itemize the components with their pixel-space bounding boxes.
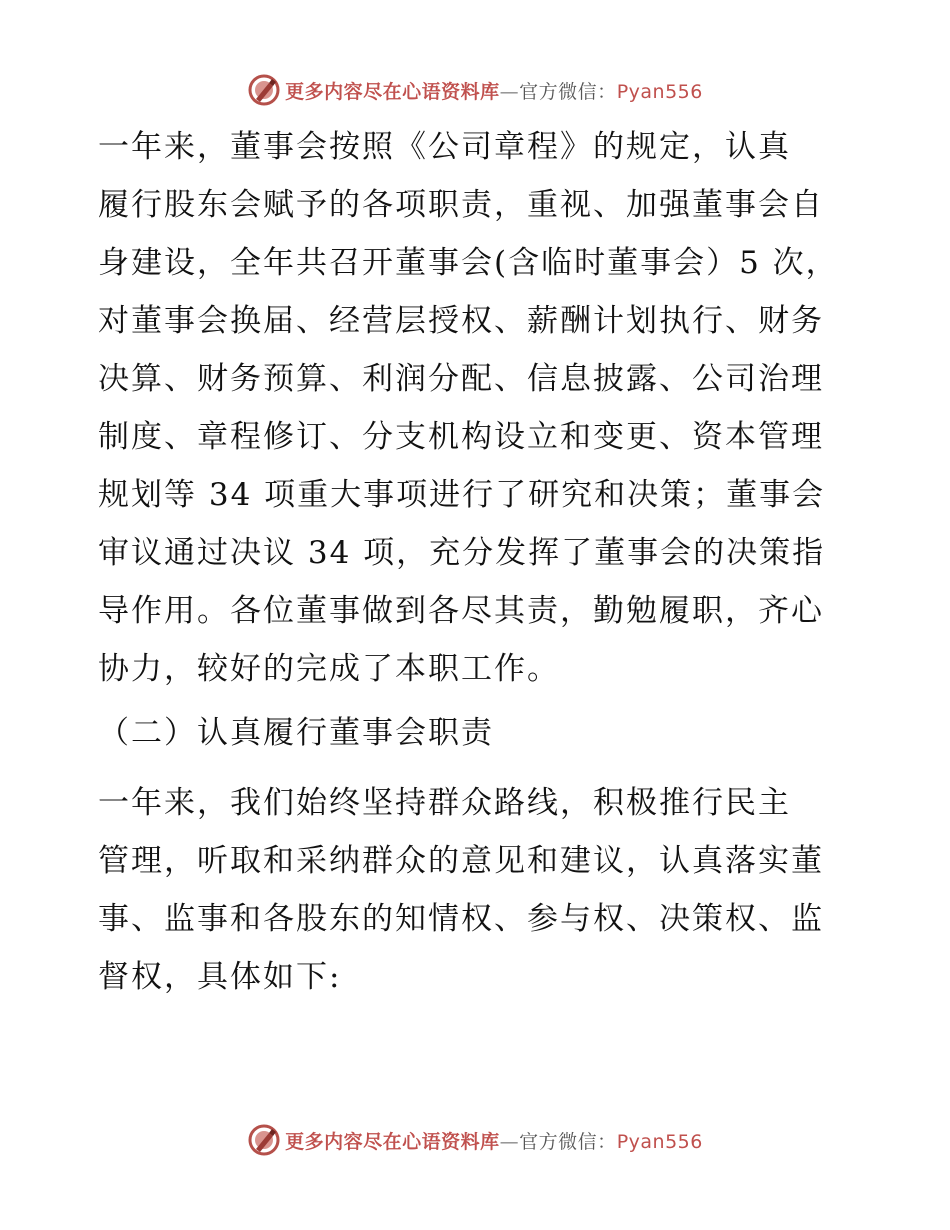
paragraph-democratic-management (98, 774, 858, 1006)
paragraph-line: 决算、财务预算、利润分配、信息披露、公司治理 (98, 361, 824, 397)
watermark-wechat-id: Pyan556 (616, 80, 703, 103)
watermark-official-label: 官方微信： (519, 1130, 617, 1153)
paragraph-line: 一年来，我们始终坚持群众路线，积极推行民主 (98, 785, 791, 821)
section-heading: （二）认真履行董事会职责 (98, 715, 494, 751)
watermark-text (285, 1127, 703, 1154)
paragraph-line: 管理，听取和采纳群众的意见和建议，认真落实董 (98, 843, 824, 879)
paragraph-line: 事、监事和各股东的知情权、参与权、决策权、监 (98, 901, 824, 937)
document-body (98, 118, 858, 1006)
watermark-official-label: 官方微信： (519, 80, 617, 103)
watermark-site-name: 更多内容尽在心语资料库 (285, 1130, 500, 1153)
watermark-dash: — (499, 1130, 520, 1153)
watermark-wechat-id: Pyan556 (616, 1130, 703, 1153)
paragraph-line: 履行股东会赋予的各项职责，重视、加强董事会自 (98, 187, 824, 223)
paragraph-line: 督权，具体如下: (98, 959, 342, 995)
header-watermark-banner (0, 70, 950, 110)
paragraph-line: 规划等 34 项重大事项进行了研究和决策；董事会 (98, 477, 826, 513)
paragraph-line: 审议通过决议 34 项，充分发挥了董事会的决策指 (98, 535, 826, 571)
pen-logo-icon (247, 73, 281, 107)
paragraph-line: 一年来，董事会按照《公司章程》的规定，认真 (98, 129, 791, 165)
paragraph-line: 协力，较好的完成了本职工作。 (98, 651, 560, 687)
paragraph-line: 身建设，全年共召开董事会(含临时董事会）5 次， (98, 245, 839, 281)
watermark-dash: — (499, 80, 520, 103)
paragraph-line: 对董事会换届、经营层授权、薪酬计划执行、财务 (98, 303, 824, 339)
paragraph-board-summary (98, 118, 858, 698)
paragraph-line: 制度、章程修订、分支机构设立和变更、资本管理 (98, 419, 824, 455)
paragraph-line: 导作用。各位董事做到各尽其责，勤勉履职，齐心 (98, 593, 824, 629)
watermark-site-name: 更多内容尽在心语资料库 (285, 80, 500, 103)
footer-watermark-banner (0, 1120, 950, 1160)
watermark-text (285, 77, 703, 104)
pen-logo-icon (247, 1123, 281, 1157)
